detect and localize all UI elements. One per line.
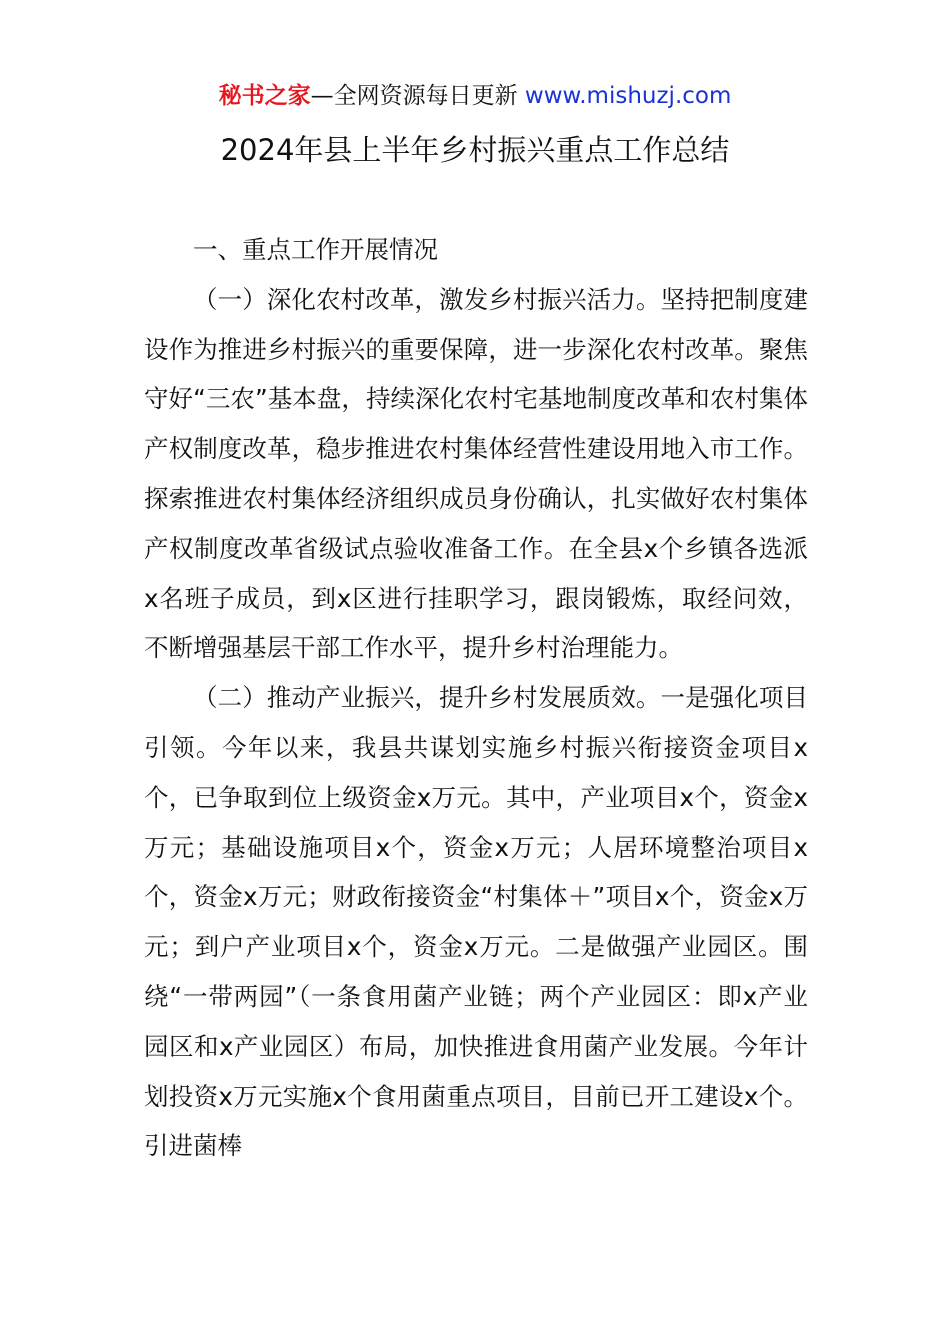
site-tagline: —全网资源每日更新: [310, 83, 525, 109]
paragraph: （二）推动产业振兴，提升乡村发展质效。一是强化项目引领。今年以来，我县共谋划实施乡村振兴衔接资金项目x个，已争取到位上级资金x万元。其中，产业项目x个，资金x万元；基础设施项目x个，资金x万元；人居环境整治项目x个，资金x万元；财政衔接资金“村集体＋”项目x个，资金x万元；到户产业项目x个，资金x万元。二是做强产业园区。围绕“一带两园”（一条食用菌产业链；两个产业园区：即x产业园区和x产业园区）布局，加快推进食用菌产业发展。今年计划投资x万元实施x个食用菌重点项目，目前已开工建设x个。引进菌棒: [144, 683, 808, 1161]
paragraph: （一）深化农村改革，激发乡村振兴活力。坚持把制度建设作为推进乡村振兴的重要保障，进一步深化农村改革。聚焦守好“三农”基本盘，持续深化农村宅基地制度改革和农村集体产权制度改革，稳步推进农村集体经营性建设用地入市工作。探索推进农村集体经济组织成员身份确认，扎实做好农村集体产权制度改革省级试点验收准备工作。在全县x个乡镇各选派x名班子成员，到x区进行挂职学习，跟岗锻炼，取经问效，不断增强基层干部工作水平，提升乡村治理能力。: [144, 284, 808, 663]
site-banner: [0, 80, 950, 112]
section-heading: 一、重点工作开展情况: [193, 235, 438, 264]
document-body: [144, 225, 808, 1171]
document-title: 2024年县上半年乡村振兴重点工作总结: [220, 133, 730, 167]
site-url-link[interactable]: www.mishuzj.com: [524, 83, 732, 109]
site-brand: 秘书之家: [218, 83, 311, 109]
